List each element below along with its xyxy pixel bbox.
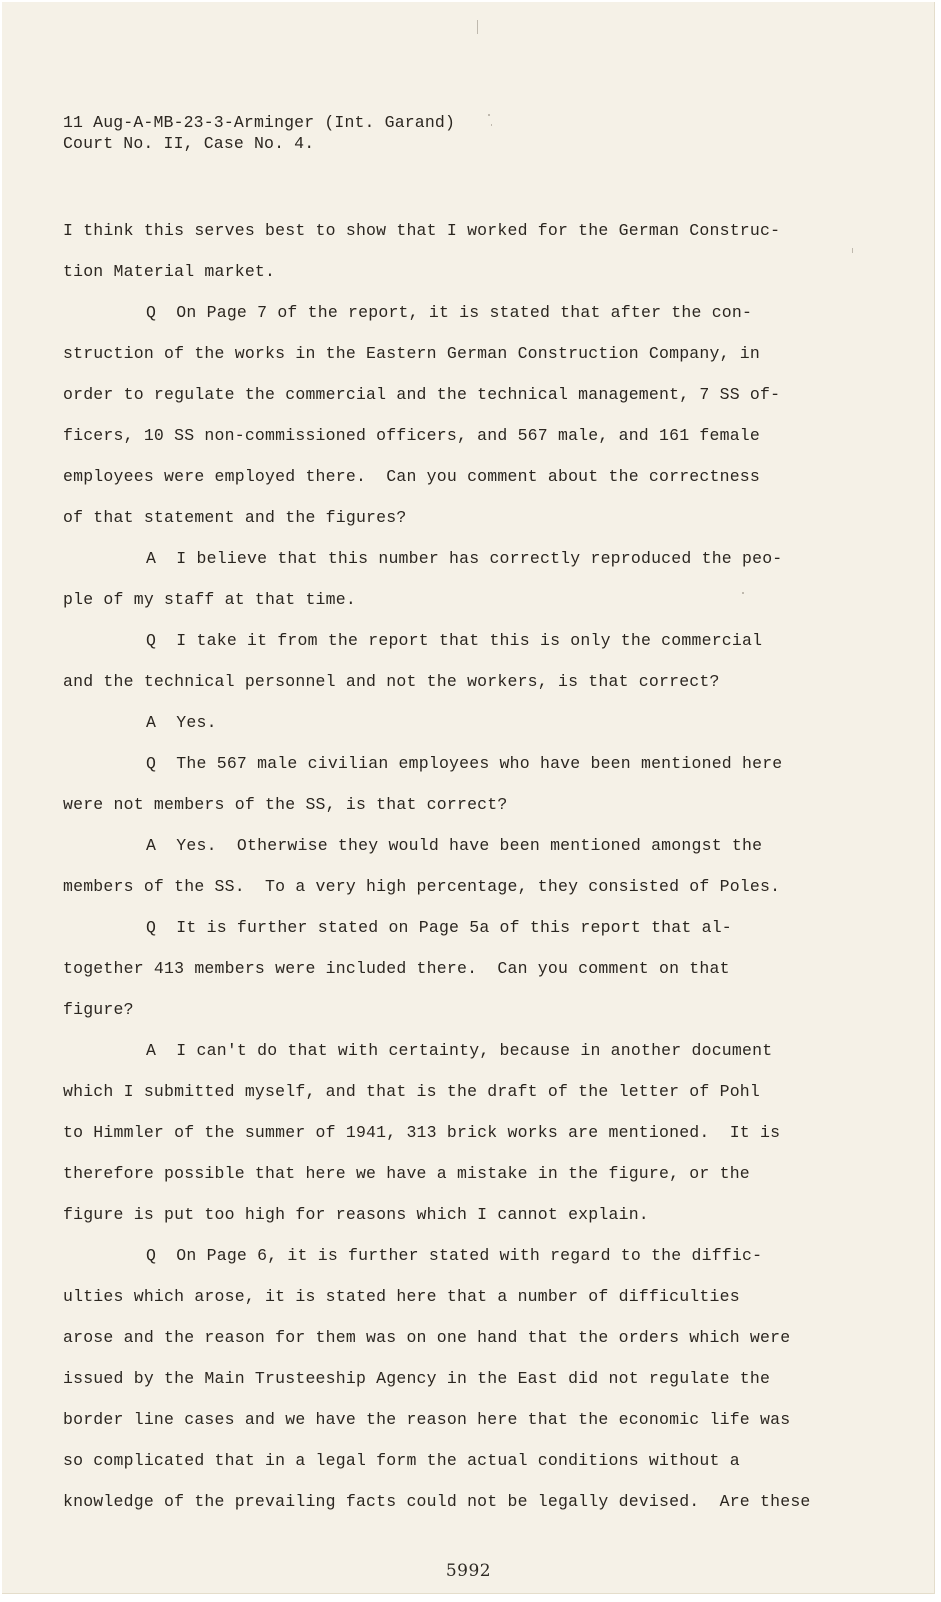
transcript-paragraph	[63, 907, 823, 1030]
transcript-line: to Himmler of the summer of 1941, 313 brick works are mentioned. It is	[63, 1123, 781, 1142]
transcript-line: therefore possible that here we have a mistake in the figure, or the	[63, 1164, 750, 1183]
transcript-paragraph	[63, 620, 823, 702]
transcript-line: which I submitted myself, and that is the draft of the letter of Pohl	[63, 1082, 761, 1101]
transcript-line: Q It is further stated on Page 5a of this report that al-	[146, 918, 732, 937]
transcript-line: Q I take it from the report that this is only the commercial	[146, 631, 763, 650]
transcript-line: ulties which arose, it is stated here that a number of difficulties	[63, 1287, 740, 1306]
paper-speck	[491, 124, 492, 126]
transcript-paragraph	[63, 743, 823, 825]
transcript-line: figure is put too high for reasons which I cannot explain.	[63, 1205, 649, 1224]
transcript-paragraph	[63, 1030, 823, 1235]
transcript-paragraph	[63, 702, 823, 743]
transcript-line: ficers, 10 SS non-commissioned officers, and 567 male, and 161 female	[63, 426, 761, 445]
transcript-line: I think this serves best to show that I worked for the German Construc-	[63, 221, 781, 240]
transcript-line: and the technical personnel and not the workers, is that correct?	[63, 672, 720, 691]
document-header	[63, 112, 455, 154]
transcript-line: A I can't do that with certainty, because in another document	[146, 1041, 773, 1060]
paper-speck	[488, 114, 490, 116]
transcript-line: Q On Page 7 of the report, it is stated that after the con-	[146, 303, 753, 322]
transcript-line: employees were employed there. Can you comment about the correctness	[63, 467, 761, 486]
transcript-line: members of the SS. To a very high percentage, they consisted of Poles.	[63, 877, 781, 896]
transcript-line: arose and the reason for them was on one hand that the orders which were	[63, 1328, 791, 1347]
transcript-paragraph	[63, 538, 823, 620]
paper-speck	[742, 592, 744, 594]
paper-speck	[477, 20, 478, 34]
page-number: 5992	[445, 1561, 492, 1581]
transcript-line: A I believe that this number has correctly reproduced the peo-	[146, 549, 783, 568]
transcript-line: A Yes.	[146, 713, 217, 732]
transcript-line: were not members of the SS, is that correct?	[63, 795, 508, 814]
transcript-line: Q The 567 male civilian employees who have been mentioned here	[146, 754, 783, 773]
transcript-line: of that statement and the figures?	[63, 508, 407, 527]
transcript-body	[63, 210, 823, 1522]
transcript-paragraph	[63, 210, 823, 292]
paper-speck	[852, 248, 853, 253]
transcript-line: border line cases and we have the reason here that the economic life was	[63, 1410, 791, 1429]
header-reference-line: 11 Aug-A-MB-23-3-Arminger (Int. Garand)	[63, 113, 456, 132]
transcript-line: Q On Page 6, it is further stated with regard to the diffic-	[146, 1246, 763, 1265]
transcript-line: ple of my staff at that time.	[63, 590, 356, 609]
document-page	[2, 2, 935, 1594]
transcript-paragraph	[63, 292, 823, 538]
transcript-line: so complicated that in a legal form the actual conditions without a	[63, 1451, 740, 1470]
transcript-line: knowledge of the prevailing facts could not be legally devised. Are these	[63, 1492, 811, 1511]
transcript-line: struction of the works in the Eastern German Construction Company, in	[63, 344, 761, 363]
transcript-line: issued by the Main Trusteeship Agency in the East did not regulate the	[63, 1369, 771, 1388]
header-court-case-line: Court No. II, Case No. 4.	[63, 134, 315, 153]
transcript-line: together 413 members were included there. Can you comment on that	[63, 959, 730, 978]
transcript-paragraph	[63, 825, 823, 907]
transcript-line: A Yes. Otherwise they would have been mentioned amongst the	[146, 836, 763, 855]
transcript-line: order to regulate the commercial and the technical management, 7 SS of-	[63, 385, 781, 404]
transcript-line: tion Material market.	[63, 262, 276, 281]
transcript-paragraph	[63, 1235, 823, 1522]
transcript-line: figure?	[63, 1000, 134, 1019]
